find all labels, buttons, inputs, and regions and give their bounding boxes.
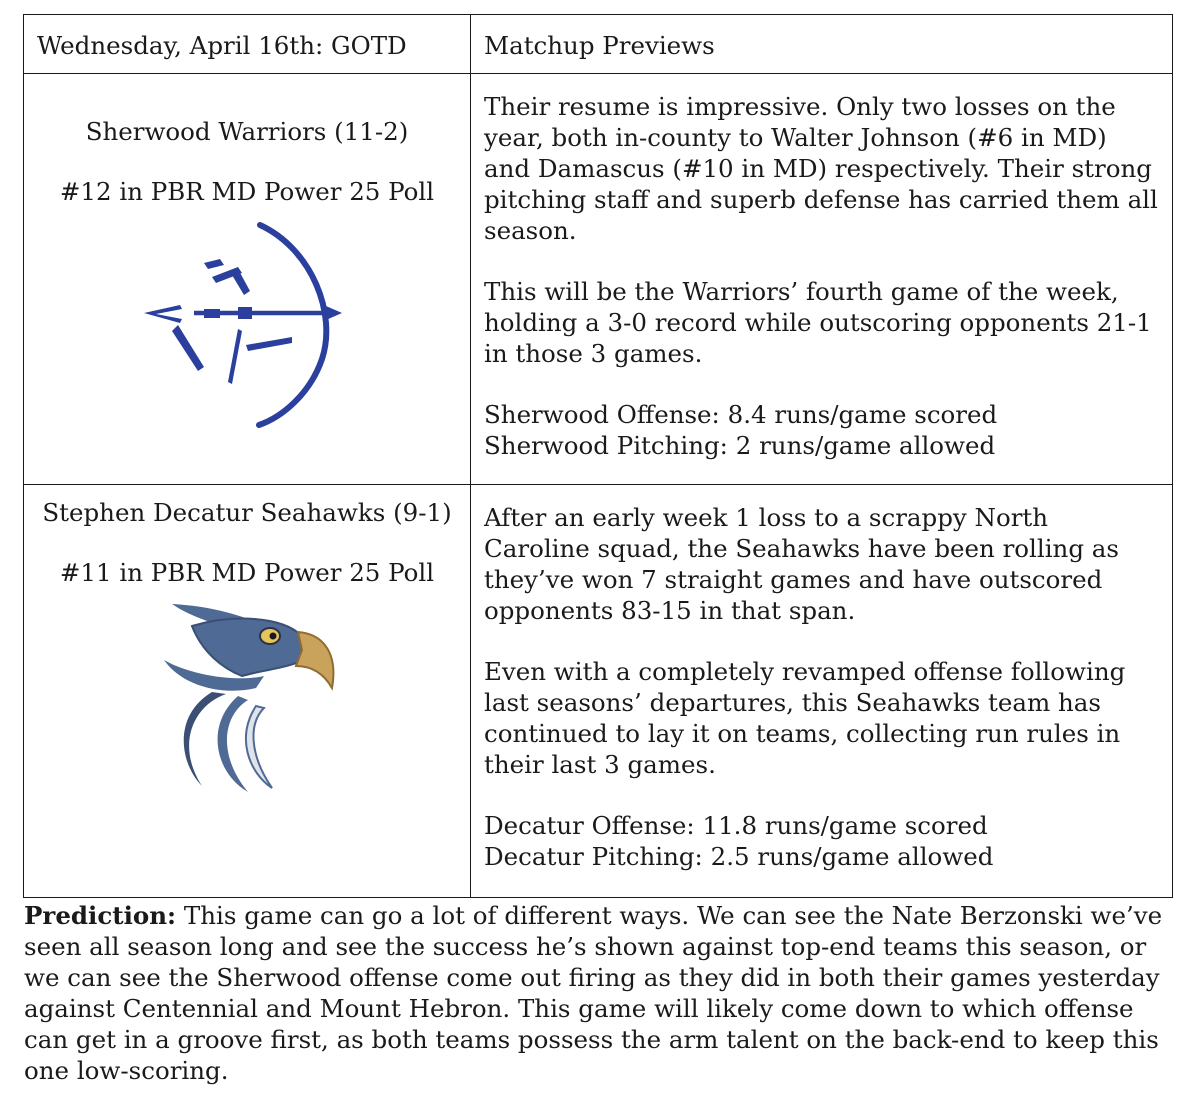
preview-cell-sherwood — [471, 74, 1173, 485]
preview-paragraph: This will be the Warriors’ fourth game of the week, holding a 3-0 record while outscoring opponents 21-1 in those 3 games. — [484, 277, 1152, 368]
archer-leg-back — [172, 325, 204, 371]
team-cell-sherwood — [24, 74, 471, 485]
header-previews: Matchup Previews — [484, 31, 715, 60]
team-name: Sherwood Warriors (11-2) — [85, 117, 409, 146]
team-name: Stephen Decatur Seahawks (9-1) — [42, 498, 452, 527]
header-title: Wednesday, April 16th: GOTD — [37, 31, 407, 60]
matchup-table-container — [23, 14, 1172, 898]
seahawk-head — [192, 619, 312, 676]
preview-cell-decatur — [471, 485, 1173, 898]
arrow-head — [326, 306, 342, 320]
archer-head — [204, 259, 224, 269]
prediction-label: Prediction: — [24, 901, 177, 930]
archer-hand — [204, 309, 220, 318]
table-row — [24, 485, 1173, 898]
archer-lower-arm — [246, 337, 292, 351]
team-stats — [484, 810, 1158, 872]
archer-bow-logo — [142, 219, 352, 429]
bow-arc — [259, 225, 326, 425]
pitching-stat: Sherwood Pitching: 2 runs/game allowed — [484, 431, 996, 460]
archer-grip — [238, 307, 252, 319]
team-rank: #12 in PBR MD Power 25 Poll — [59, 177, 435, 206]
seahawk-feather-4 — [246, 706, 272, 788]
seahawk-head-logo — [152, 596, 342, 796]
prediction-text: This game can go a lot of different ways. We can see the Nate Berzonski we’ve seen all season long and see the success he’s shown against top-end teams this season, or we can see the Sherwood offense come out firing as they did in both their games yesterday against Centennial and Mount Hebron. This game will likely come down to which offense can get in a groove first, as both teams possess the arm talent on the back-end to keep this one low-scoring. — [24, 901, 1163, 1085]
header-cell-left — [24, 15, 471, 74]
seahawk-pupil — [270, 633, 277, 640]
arrow-fletching — [144, 305, 182, 323]
header-cell-right — [471, 15, 1173, 74]
offense-stat: Decatur Offense: 11.8 runs/game scored — [484, 811, 988, 840]
prediction-paragraph — [24, 900, 1174, 1086]
preview-paragraph: After an early week 1 loss to a scrappy North Caroline squad, the Seahawks have been rolling as they’ve won 7 straight games and have outscored opponents 83-15 in that span. — [484, 503, 1119, 625]
pitching-stat: Decatur Pitching: 2.5 runs/game allowed — [484, 842, 994, 871]
seahawk-feather-3 — [218, 696, 248, 792]
team-cell-decatur — [24, 485, 471, 898]
seahawk-beak — [296, 632, 333, 688]
team-rank: #11 in PBR MD Power 25 Poll — [59, 558, 435, 587]
team-stats — [484, 399, 1158, 461]
table-header-row — [24, 15, 1173, 74]
preview-paragraph: Their resume is impressive. Only two losses on the year, both in-county to Walter Johnson (#6 in MD) and Damascus (#10 in MD) respectively. Their strong pitching staff and superb defense has carried them all season. — [484, 92, 1158, 245]
offense-stat: Sherwood Offense: 8.4 runs/game scored — [484, 400, 998, 429]
table-row — [24, 74, 1173, 485]
matchup-table — [23, 14, 1173, 898]
archer-leg-front — [228, 329, 242, 384]
preview-paragraph: Even with a completely revamped offense following last seasons’ departures, this Seahawks team has continued to lay it on teams, collecting run rules in their last 3 games. — [484, 657, 1126, 779]
